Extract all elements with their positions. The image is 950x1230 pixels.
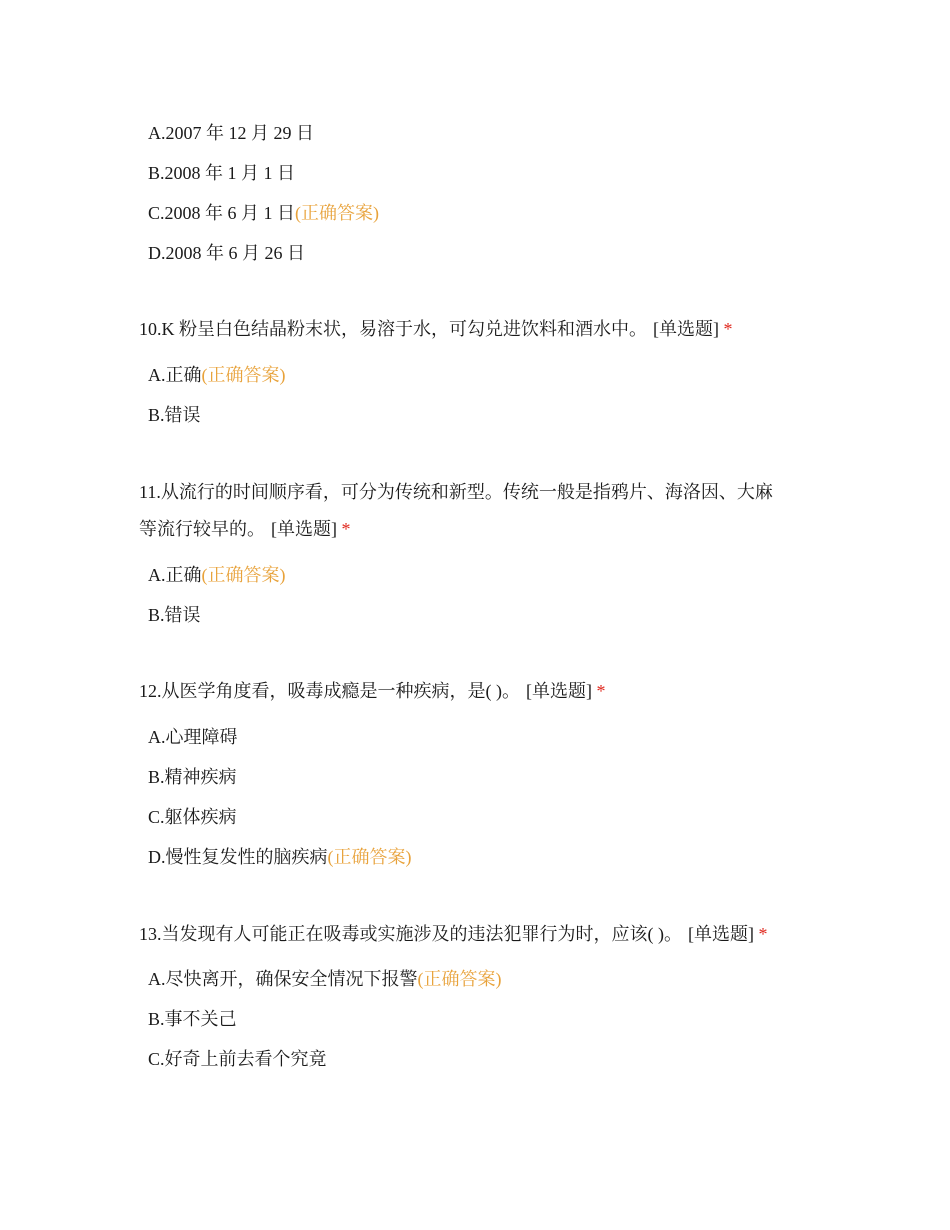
option-item [148, 967, 502, 991]
option-item [148, 563, 286, 587]
correct-answer-mark: (正确答案) [327, 847, 412, 867]
option-item [148, 765, 237, 789]
question-title [139, 922, 768, 946]
option-text: B.错误 [148, 405, 201, 425]
option-item [148, 363, 286, 387]
option-item [148, 845, 412, 869]
option-item [148, 1047, 327, 1071]
option-text: D.慢性复发性的脑疾病 [148, 847, 328, 867]
option-text: C.好奇上前去看个究竟 [148, 1049, 327, 1069]
option-item [148, 725, 238, 749]
option-item [148, 603, 201, 627]
question-text: 12.从医学角度看，吸毒成瘾是一种疾病，是( )。 [139, 681, 520, 701]
option-text: B.错误 [148, 605, 201, 625]
question-text: 10.K 粉呈白色结晶粉末状，易溶于水，可勾兑进饮料和酒水中。 [139, 319, 647, 339]
option-text: B.事不关己 [148, 1009, 237, 1029]
option-item [148, 403, 201, 427]
correct-answer-mark: (正确答案) [295, 203, 380, 223]
question-title [139, 480, 773, 504]
option-text: C.躯体疾病 [148, 807, 237, 827]
required-mark: * [341, 519, 351, 539]
option-item [148, 201, 379, 225]
question-type: [单选题] [271, 519, 337, 539]
option-item [148, 121, 314, 145]
option-text: C.2008 年 6 月 1 日 [148, 203, 296, 223]
question-title [139, 317, 733, 341]
option-text: D.2008 年 6 月 26 日 [148, 243, 305, 263]
question-type: [单选题] [653, 319, 719, 339]
option-text: A.正确 [148, 365, 202, 385]
option-text: A.2007 年 12 月 29 日 [148, 123, 314, 143]
question-type: [单选题] [688, 924, 754, 944]
option-text: A.正确 [148, 565, 202, 585]
option-text: A.尽快离开，确保安全情况下报警 [148, 969, 418, 989]
correct-answer-mark: (正确答案) [417, 969, 502, 989]
question-type: [单选题] [526, 681, 592, 701]
question-text: 13.当发现有人可能正在吸毒或实施涉及的违法犯罪行为时，应该( )。 [139, 924, 682, 944]
option-item [148, 241, 305, 265]
question-text: 等流行较早的。 [139, 519, 265, 539]
option-text: B.精神疾病 [148, 767, 237, 787]
option-text: A.心理障碍 [148, 727, 238, 747]
required-mark: * [758, 924, 768, 944]
correct-answer-mark: (正确答案) [201, 565, 286, 585]
correct-answer-mark: (正确答案) [201, 365, 286, 385]
option-item [148, 1007, 237, 1031]
required-mark: * [723, 319, 733, 339]
question-text: 11.从流行的时间顺序看，可分为传统和新型。传统一般是指鸦片、海洛因、大麻 [139, 482, 773, 502]
option-text: B.2008 年 1 月 1 日 [148, 163, 296, 183]
question-title-continued [139, 517, 351, 541]
question-title [139, 679, 606, 703]
option-item [148, 161, 295, 185]
option-item [148, 805, 237, 829]
required-mark: * [596, 681, 606, 701]
